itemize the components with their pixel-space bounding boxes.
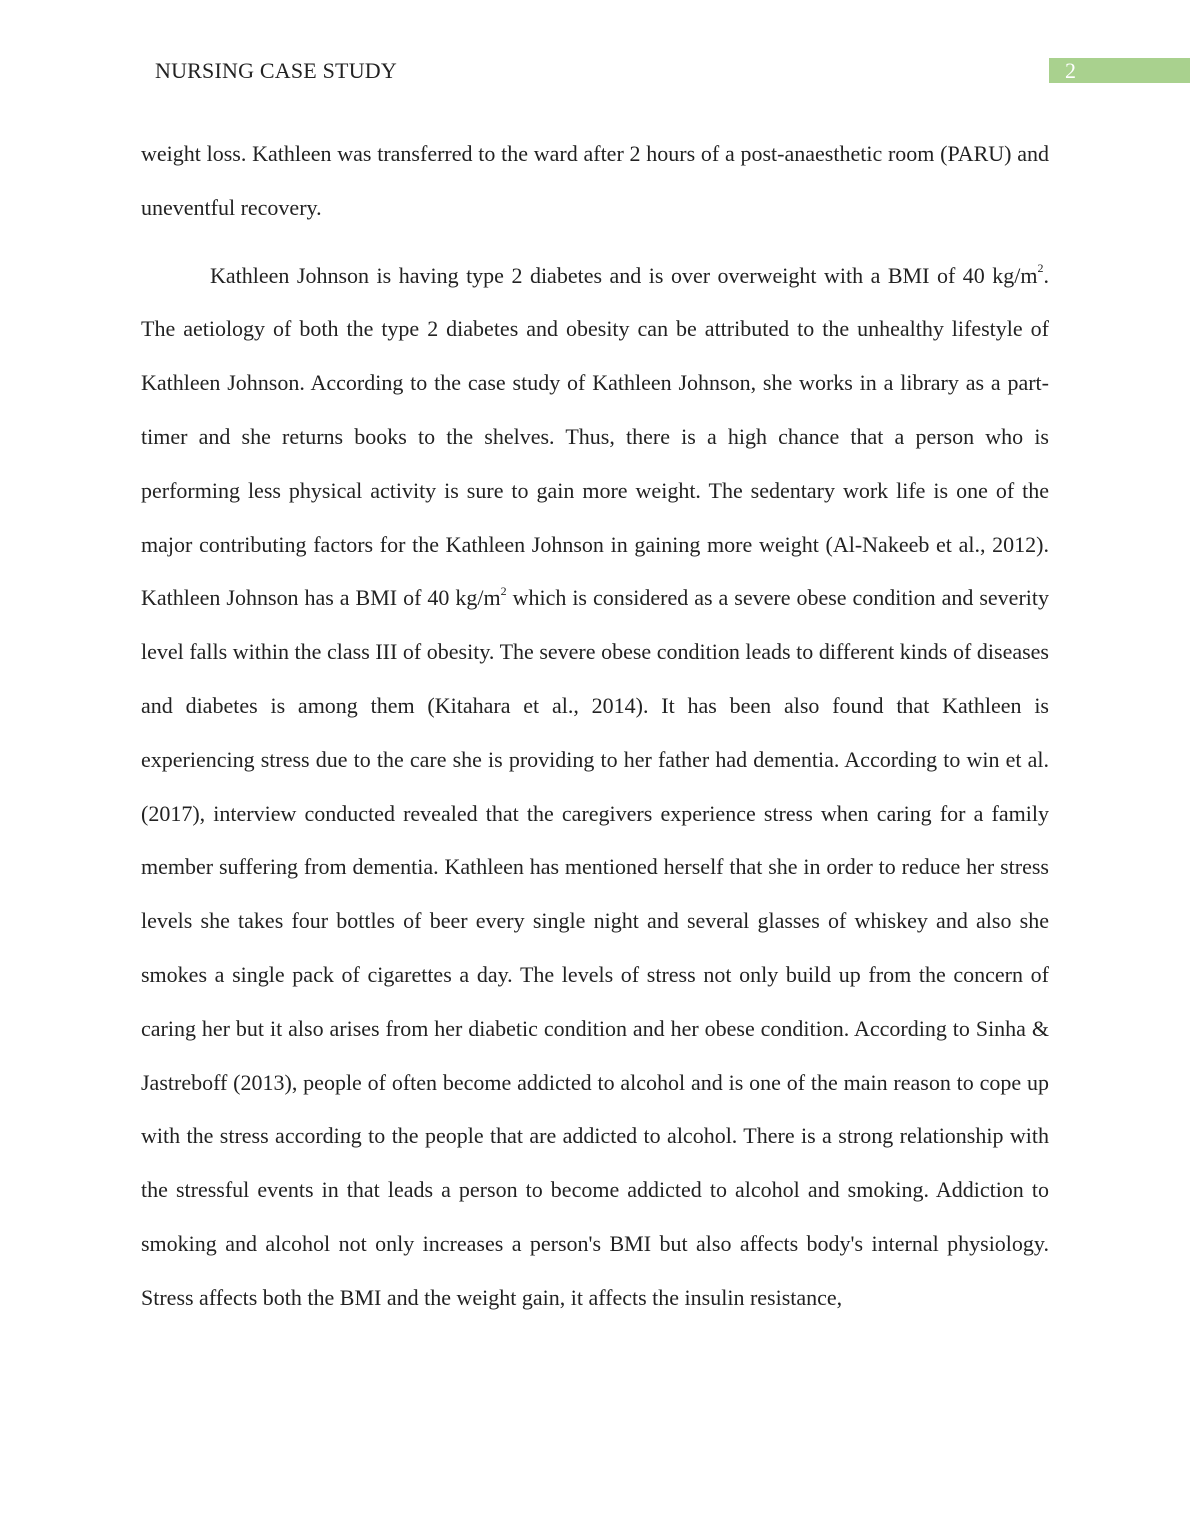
paragraph-text-segment: Kathleen Johnson is having type 2 diabetes and is over overweight with a BMI of 40 kg/m xyxy=(210,262,1038,288)
page-number: 2 xyxy=(1065,58,1076,83)
paragraph-text-segment: which is considered as a severe obese condition and severity level falls within the class III of obesity. The severe obese condition leads to different kinds of diseases and diabetes is among them (Kitahara et al., 2014). It has been also found that Kathleen is experiencing stress due to the care she is providing to her father had dementia. According to win et al. (2017), interview conducted revealed that the caregivers experience stress when caring for a family member suffering from dementia. Kathleen has mentioned herself that she in order to reduce her stress levels she takes four bottles of beer every single night and several glasses of whiskey and also she smokes a single pack of cigarettes a day. The levels of stress not only build up from the concern of caring her but it also arises from her diabetic condition and her obese condition. According to Sinha & Jastreboff (2013), people of often become addicted to alcohol and is one of the main reason to cope up with the stress according to the people that are addicted to alcohol. There is a strong relationship with the stressful events in that leads a person to become addicted to alcohol and smoking. Addiction to smoking and alcohol not only increases a person's BMI but also affects body's internal physiology. Stress affects both the BMI and the weight gain, it affects the insulin resistance, xyxy=(141,585,1049,1310)
superscript: 2 xyxy=(1037,261,1044,276)
page-number-badge xyxy=(1049,58,1190,83)
running-head: NURSING CASE STUDY xyxy=(155,58,397,83)
paragraph-text-segment: . The aetiology of both the type 2 diabetes and obesity can be attributed to the unhealthy lifestyle of Kathleen Johnson. According to the case study of Kathleen Johnson, she works in a library as a part-timer and she returns books to the shelves. Thus, there is a high chance that a person who is performing less physical activity is sure to gain more weight. The sedentary work life is one of the major contributing factors for the Kathleen Johnson in gaining more weight (Al-Nakeeb et al., 2012). Kathleen Johnson has a BMI of 40 kg/m xyxy=(141,262,1049,611)
paragraph-continuation: weight loss. Kathleen was transferred to the ward after 2 hours of a post-anaesthetic room (PARU) and uneventful recovery. xyxy=(141,141,1049,220)
superscript: 2 xyxy=(500,584,507,599)
body-text xyxy=(141,127,1049,1325)
paragraph-case-analysis xyxy=(141,249,1049,1325)
